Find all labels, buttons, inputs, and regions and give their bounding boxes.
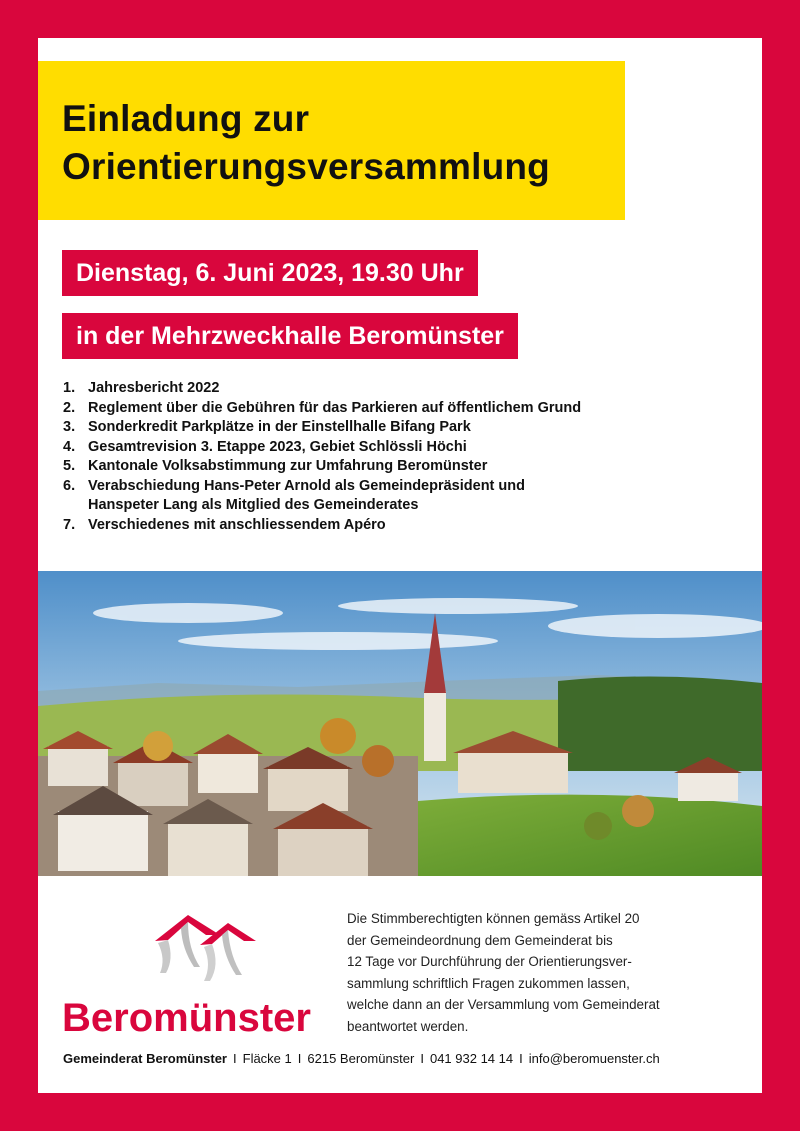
agenda-item-number: 6. (63, 477, 76, 494)
agenda-item-number: 7. (63, 516, 76, 533)
agenda-item-number: 4. (63, 438, 76, 455)
notice-line: welche dann an der Versammlung vom Gemeinderat (347, 997, 660, 1013)
agenda-item-text: Sonderkredit Parkplätze in der Einstellhalle Bifang Park (88, 419, 471, 435)
footer-city: 6215 Beromünster (307, 1051, 415, 1066)
footer-org: Gemeinderat Beromünster (63, 1051, 227, 1066)
agenda-item (63, 438, 743, 458)
agenda-item-text: Jahresbericht 2022 (88, 380, 220, 396)
agenda-item (63, 516, 743, 536)
agenda-item-text: Gesamtrevision 3. Etappe 2023, Gebiet Schlössli Höchi (88, 438, 467, 455)
agenda-item-text-continued: Hanspeter Lang als Mitglied des Gemeinderates (88, 497, 419, 513)
logo-wordmark: Beromünster (62, 996, 311, 1038)
agenda-item (63, 399, 743, 419)
notice-line: 12 Tage vor Durchführung der Orientierungsver- (347, 954, 632, 970)
meadow (398, 795, 762, 876)
agenda-item (63, 457, 743, 477)
date-label: Dienstag, 6. Juni 2023, 19.30 Uhr (62, 250, 478, 296)
agenda-item (63, 418, 743, 438)
title-line-2: Orientierungsversammlung (62, 146, 550, 187)
village-photo (38, 571, 762, 876)
footer-contact (63, 1051, 753, 1066)
agenda-item (63, 379, 743, 399)
roofs-logo-icon (155, 915, 256, 981)
footer-separator: I (297, 1051, 302, 1066)
forest (558, 676, 762, 771)
agenda-item-number: 3. (63, 419, 76, 435)
footer-email: info@beromuenster.ch (528, 1051, 660, 1066)
agenda-item (63, 477, 743, 516)
notice-line: beantwortet werden. (347, 1018, 469, 1034)
notice-line: sammlung schriftlich Fragen zukommen lassen, (347, 975, 630, 991)
page-title (62, 95, 550, 191)
notice-line: Die Stimmberechtigten können gemäss Artikel 20 (347, 911, 640, 926)
title-banner (38, 61, 625, 220)
agenda-item-number: 1. (63, 380, 76, 396)
agenda-item-text: Verabschiedung Hans-Peter Arnold als Gemeindepräsident und (88, 477, 525, 494)
agenda-item-text: Verschiedenes mit anschliessendem Apéro (88, 516, 386, 533)
notice-text (347, 908, 752, 1038)
footer-phone: 041 932 14 14 (429, 1051, 514, 1066)
title-line-1: Einladung zur (62, 98, 310, 139)
agenda-item-text: Kantonale Volksabstimmung zur Umfahrung Beromünster (88, 458, 488, 474)
footer-separator: I (233, 1051, 237, 1066)
agenda-list (63, 379, 743, 535)
agenda-item-number: 5. (63, 458, 76, 474)
beromuenster-logo (60, 913, 320, 1038)
footer-separator: I (519, 1051, 523, 1066)
footer-address: Fläcke 1 (242, 1051, 292, 1066)
agenda-item-number: 2. (63, 399, 76, 416)
place-label: in der Mehrzweckhalle Beromünster (62, 313, 518, 359)
footer-separator: I (420, 1051, 424, 1066)
notice-line: der Gemeindeordnung dem Gemeinderat bis (347, 932, 613, 948)
agenda-item-text: Reglement über die Gebühren für das Parkieren auf öffentlichem Grund (88, 399, 582, 416)
poster-sheet (38, 38, 762, 1093)
